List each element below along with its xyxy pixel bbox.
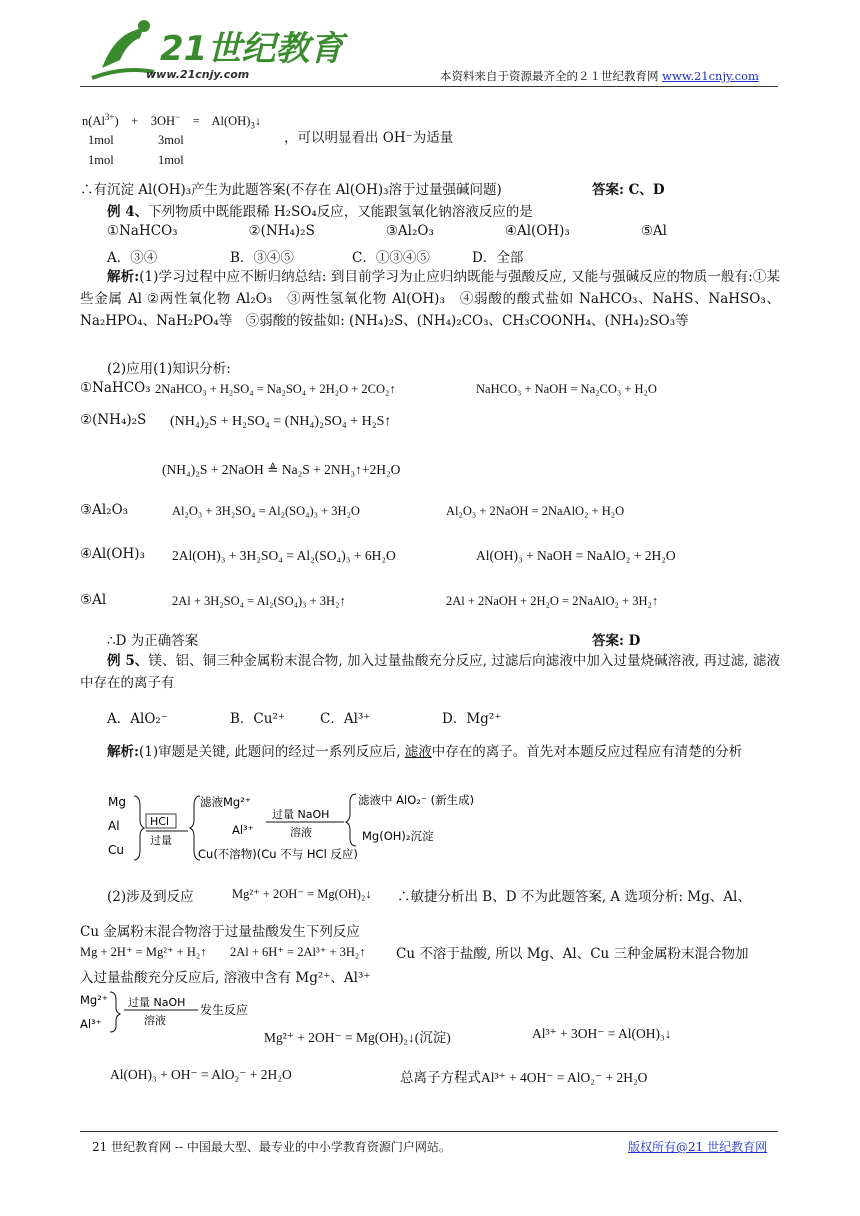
top-remark: ，可以明显看出 OH⁻为适量 <box>284 130 454 146</box>
source-note: 本资料来自于资源最齐全的２１世纪教育网 www.21cnjy.com <box>440 69 759 83</box>
scheme2-ion: Mg²⁺ <box>80 993 108 1007</box>
scheme-metal: Cu <box>108 843 124 857</box>
ex4-analysis-2: (2)应用(1)知识分析: <box>107 361 231 377</box>
ex5-p4-eq2: 2Al + 6H⁺ = 2Al³⁺ + 3H₂↑ <box>230 945 366 959</box>
base-equation: NaHCO₃ + NaOH = Na₂CO₃ + H₂O <box>476 382 657 396</box>
eq-total: 总离子方程式Al³⁺ + 4OH⁻ = AlO₂⁻ + 2H₂O <box>400 1070 648 1086</box>
ex5-p4-eq1: Mg + 2H⁺ = Mg²⁺ + H₂↑ <box>80 945 207 959</box>
acid-equation: 2Al + 3H₂SO₄ = Al₂(SO₄)₃ + 3H₂↑ <box>172 594 346 608</box>
acid-equation: 2Al(OH)₃ + 3H₂SO₄ = Al₂(SO₄)₃ + 6H₂O <box>172 548 396 563</box>
scheme-al-ion: Al³⁺ <box>232 823 254 837</box>
ex5-p5: 入过量盐酸充分反应后, 溶液中含有 Mg²⁺、Al³⁺ <box>80 970 371 986</box>
ex4-item: ③Al₂O₃ <box>385 223 434 239</box>
top-equation: $n(Al^{3+})$ + 3OH− = $Al(OH)_3↓$ <box>82 112 262 131</box>
scheme-metal: Mg <box>108 795 126 809</box>
top-row2-b: 1mol <box>158 153 184 167</box>
scheme-filtrate: 滤液Mg²⁺ <box>200 795 251 809</box>
ex4-item: ①NaHCO₃ <box>107 223 178 239</box>
base-equation: Al(OH)₃ + NaOH = NaAlO₂ + 2H₂O <box>476 548 676 563</box>
scheme-filtrate2: 滤液中 AlO₂⁻ (新生成) <box>358 793 475 807</box>
logo-url: www.21cnjy.com <box>146 68 250 81</box>
conclusion-1: ∴有沉淀 Al(OH)₃产生为此题答案(不存在 Al(OH)₃溶于过量强碱问题) <box>80 182 502 198</box>
scheme-excess: 过量 <box>150 834 172 847</box>
ex4-option-a: A．③④ <box>107 250 158 266</box>
scheme2-ion: Al³⁺ <box>80 1017 102 1031</box>
ex4-item: ④Al(OH)₃ <box>504 223 570 239</box>
header-divider <box>80 86 778 87</box>
ex4-option-b: B．③④⑤ <box>230 250 294 266</box>
ex4-item: ⑤Al <box>640 223 667 239</box>
row-label: ①NaHCO₃ <box>80 380 151 396</box>
ex5-option-d: D．Mg²⁺ <box>442 711 502 727</box>
ex4-analysis: 解析:(1)学习过程中应不断归纳总结: 到目前学习为止应归纳既能与强酸反应, 又能与强碱反应的物质一般有:①某些金属 Al ②两性氧化物 Al₂O₃ ③两性氢氧化物 Al(OH)₃ ④弱酸的酸式盐如 NaHCO₃、NaHS、NaHSO₃、Na₂HPO₄、NaH₂PO₄等 ⑤弱酸的铵盐如: (NH₄)₂S、(NH₄)₂CO₃、CH₃COONH₄、(NH₄)₂SO₃等 <box>80 269 781 329</box>
top-row1-b: 3mol <box>158 133 184 147</box>
base-equation: 2Al + 2NaOH + 2H₂O = 2NaAlO₂ + 3H₂↑ <box>446 594 659 608</box>
ex4-question: 例 4、下列物质中既能跟稀 H₂SO₄反应，又能跟氢氧化钠溶液反应的是 <box>107 204 533 220</box>
base-equation: (NH₄)₂S + 2NaOH ≜ Na₂S + 2NH₃↑+2H₂O <box>162 462 401 477</box>
acid-equation: Al₂O₃ + 3H₂SO₄ = Al₂(SO₄)₃ + 3H₂O <box>172 504 360 518</box>
row-label: ③Al₂O₃ <box>80 502 129 518</box>
ex5-p2-equation: Mg²⁺ + 2OH⁻ = Mg(OH)₂↓ <box>232 887 372 901</box>
scheme2-solution: 溶液 <box>144 1014 166 1027</box>
ex5-option-a: A．AlO₂⁻ <box>107 711 168 727</box>
scheme-hcl: HCl <box>150 815 170 828</box>
ex5-option-b: B．Cu²⁺ <box>230 711 285 727</box>
reaction-scheme-2 <box>78 990 278 1034</box>
eq-al: Al³⁺ + 3OH⁻ = Al(OH)₃↓ <box>532 1026 672 1041</box>
scheme-solution: 溶液 <box>290 826 312 839</box>
scheme2-naoh: 过量 NaOH <box>128 996 186 1009</box>
ex4-option-c: C．①③④⑤ <box>352 250 430 266</box>
row-label: ⑤Al <box>80 592 107 608</box>
ex5-analysis: 解析:(1)审题是关键, 此题问的经过一系列反应后, 滤液中存在的离子。首先对本题反应过程应有清楚的分析 <box>107 744 743 760</box>
ex4-answer: 答案: D <box>592 633 641 649</box>
ex4-conclusion: ∴D 为正确答案 <box>107 633 199 649</box>
ex4-option-d: D．全部 <box>472 250 524 266</box>
reaction-scheme-1 <box>104 790 504 866</box>
source-link[interactable]: www.21cnjy.com <box>662 69 759 83</box>
base-equation: Al₂O₃ + 2NaOH = 2NaAlO₂ + H₂O <box>446 504 625 518</box>
ex5-question: 例 5、镁、铝、铜三种金属粉末混合物, 加入过量盐酸充分反应, 过滤后向滤液中加入过量烧碱溶液, 再过滤, 滤液中存在的离子有 <box>80 653 780 691</box>
row-label: ②(NH₄)₂S <box>80 412 147 428</box>
ex5-p3: Cu 金属粉末混合物溶于过量盐酸发生下列反应 <box>80 924 360 940</box>
ex5-p4-text: Cu 不溶于盐酸, 所以 Mg、Al、Cu 三种金属粉末混合物加 <box>396 946 749 962</box>
footer-left: 21 世纪教育网 -- 中国最大型、最专业的中小学教育资源门户网站。 <box>92 1140 451 1154</box>
row-label: ④Al(OH)₃ <box>80 546 145 562</box>
ex5-option-c: C．Al³⁺ <box>320 711 371 727</box>
top-row1-a: 1mol <box>88 133 114 147</box>
logo-text: 21世纪教育 <box>160 29 344 69</box>
ex5-p2-text: ∴敏捷分析出 B、D 不为此题答案, A 选项分析: Mg、Al、 <box>397 889 751 905</box>
footer-divider <box>80 1131 778 1132</box>
ex5-p2-label: (2)涉及到反应 <box>107 889 194 905</box>
footer-copyright-link[interactable]: 版权所有@21 世纪教育网 <box>628 1140 768 1154</box>
site-logo <box>84 16 344 88</box>
scheme2-result: 发生反应 <box>200 1003 249 1017</box>
scheme-cu-note: Cu(不溶物)(Cu 不与 HCl 反应) <box>198 847 358 861</box>
ex4-item: ②(NH₄)₂S <box>248 223 315 239</box>
acid-equation: 2NaHCO₃ + H₂SO₄ = Na₂SO₄ + 2H₂O + 2CO₂↑ <box>155 382 396 396</box>
acid-equation: (NH₄)₂S + H₂SO₄ = (NH₄)₂SO₄ + H₂S↑ <box>170 414 392 429</box>
scheme-naoh: 过量 NaOH <box>272 808 330 821</box>
top-row2-a: 1mol <box>88 153 114 167</box>
scheme-metal: Al <box>108 819 120 833</box>
answer-1: 答案: C、D <box>592 182 665 198</box>
eq-aloh: Al(OH)₃ + OH⁻ = AlO₂⁻ + 2H₂O <box>110 1067 292 1082</box>
scheme-precip: Mg(OH)₂沉淀 <box>362 829 434 843</box>
eq-mg: Mg²⁺ + 2OH⁻ = Mg(OH)₂↓(沉淀) <box>264 1030 451 1045</box>
ex4-items <box>107 223 667 239</box>
